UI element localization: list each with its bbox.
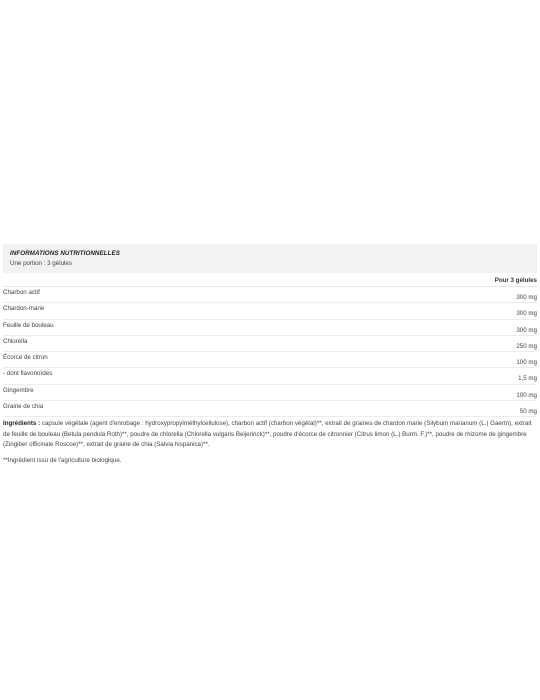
row-value: 300 mg: [516, 310, 537, 318]
organic-footnote: **Ingrédient issu de l'agriculture biologique.: [3, 456, 122, 464]
table-row: [3, 336, 537, 352]
row-name: Gingembre: [3, 386, 34, 394]
nutrition-header: [3, 244, 537, 273]
row-value: 100 mg: [516, 391, 537, 399]
ingredients-label: Ingrédients :: [3, 420, 41, 428]
table-row: [3, 401, 537, 417]
table-row: [3, 320, 537, 336]
table-row: [3, 303, 537, 319]
row-value: 300 mg: [516, 326, 537, 334]
table-row: [3, 385, 537, 401]
nutrition-table: [3, 287, 537, 417]
row-value: 300 mg: [516, 294, 537, 301]
row-name: Chlorella: [3, 337, 28, 345]
table-row: [3, 368, 537, 384]
row-name: Charbon actif: [3, 289, 40, 296]
row-value: 250 mg: [516, 342, 537, 350]
row-value: 50 mg: [519, 408, 537, 416]
row-name: Feuille de bouleau: [3, 321, 54, 329]
ingredients-list: capsule végétale (agent d'enrobage : hydroxypropylméthylcellulose), charbon actif (charbon végétal)**, extrait de graines de chardon marie (Silybum marianum (L.) Gaertn), extrait de feuille de bouleau (Betula pendula Roth)**, poudre de chlorella (Chlorella vulgaris Beijerinck)**, poudre d'écorce de citronnier (Citrus limon (L.) Burm. F.)**, poudre de rhizome de gingembre (Zingiber officinale Roscoe)**, extrait de graine de chia (Salvia hispanica)**.: [3, 420, 532, 449]
row-name: Chardon-marie: [3, 305, 45, 313]
row-name: Écorce de citron: [3, 354, 48, 362]
row-value: 100 mg: [516, 359, 537, 367]
table-row: [3, 287, 537, 303]
nutrition-panel: [3, 244, 537, 464]
nutrition-title: INFORMATIONS NUTRITIONNELLES: [10, 250, 120, 257]
row-name: - dont flavonoïdes: [3, 370, 53, 378]
row-name: Graine de chia: [3, 403, 44, 411]
column-header: Pour 3 gélules: [3, 273, 537, 287]
row-value: 1,5 mg: [518, 375, 537, 383]
portion-text: Une portion : 3 gélules: [10, 260, 72, 267]
table-row: [3, 352, 537, 368]
ingredients-text: [3, 419, 537, 451]
